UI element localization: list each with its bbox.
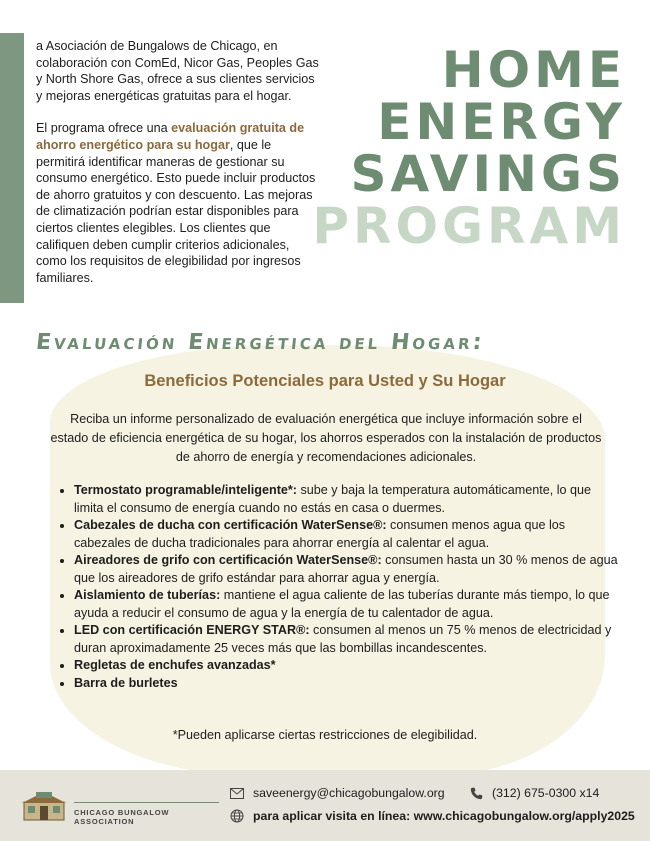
program-title [312,41,626,255]
benefit-name: Regletas de enchufes avanzadas* [74,658,276,672]
phone-text: (312) 675-0300 x14 [492,786,600,800]
footer [0,770,650,841]
benefits-list [56,482,619,692]
org-name: CHICAGO BUNGALOW ASSOCIATION [74,802,219,826]
list-item [74,517,619,552]
list-item [74,675,619,693]
benefit-name: LED con certificación ENERGY STAR®: [74,623,310,637]
eligibility-note: *Pueden aplicarse ciertas restricciones de elegibilidad. [172,728,478,742]
side-accent-bar [0,33,24,303]
website-text: para aplicar visita en línea: www.chicagobungalow.org/apply2025 [253,809,635,823]
intro-paragraph-2 [36,120,321,286]
benefit-description: consumen hasta un 30 % menos de agua que los aireadores de grifo estándar para ahorrar agua y energía. [74,553,618,585]
benefit-description: sube y baja la temperatura automáticamente, lo que limita el consumo de energía cuando no estás en casa o duermes. [74,483,592,515]
email-text: saveenergy@chicagobungalow.org [253,786,445,800]
email-contact[interactable] [230,786,445,800]
phone-icon [470,787,483,800]
benefit-description: consumen al menos un 75 % menos de electricidad y duran aproximadamente 25 veces más que las bombillas incandescentes. [74,623,612,655]
title-line-program: PROGRAM [312,197,626,255]
list-item [74,657,619,675]
intro-text [36,38,321,302]
title-line-savings: SAVINGS [350,145,626,203]
envelope-icon [230,788,244,799]
benefit-name: Cabezales de ducha con certificación WaterSense®: [74,518,387,532]
phone-contact[interactable] [470,786,599,800]
section-heading: Evaluación Energética del Hogar: [34,330,486,355]
benefit-description: mantiene el agua caliente de las tuberías durante más tiempo, lo que ayuda a reducir el consumo de agua y la energía de tu calentador de agua. [74,588,610,620]
title-line-home: HOME [441,41,626,99]
intro-paragraph-1: a Asociación de Bungalows de Chicago, en colaboración con ComEd, Nicor Gas, Peoples Gas y North Shore Gas, ofrece a sus clientes servicios y mejoras energéticas gratuitas para el hogar. [36,39,319,103]
globe-icon [230,809,244,823]
bungalow-house-icon [22,790,66,822]
list-item [74,482,619,517]
benefits-subheading: Beneficios Potenciales para Usted y Su Hogar [144,372,506,390]
title-line-energy: ENERGY [377,93,626,151]
benefit-name: Termostato programable/inteligente*: [74,483,297,497]
benefits-lead-text: Reciba un informe personalizado de evaluación energética que incluye información sobre el estado de eficiencia energética de su hogar, los ahorros esperados con la instalación de productos de ahorro de energía y recomendaciones adicionales. [50,412,602,464]
benefit-name: Aireadores de grifo con certificación WaterSense®: [74,553,382,567]
benefit-name: Barra de burletes [74,675,178,690]
benefit-description: consumen menos agua que los cabezales de ducha tradicionales para ahorrar energía al calentar el agua. [74,518,566,550]
list-item [74,587,619,622]
website-link[interactable] [230,809,635,823]
list-item [74,622,619,657]
intro-p2-prefix: El programa ofrece una [36,121,172,136]
benefit-name: Aislamiento de tuberías: [74,588,221,602]
intro-p2-highlight: evaluación gratuita de ahorro energético para su hogar [36,121,305,152]
list-item [74,552,619,587]
intro-p2-suffix: , que le permitirá identificar maneras de gestionar su consumo energético. Esto puede incluir productos de ahorro gratuitos y con descuento. Las mejoras de climatización podrían estar disponibles para ciertos clientes elegibles. Los clientes que califiquen deben cumplir criterios adicionales, como los requisitos de elegibilidad por ingresos familiares. [36,137,316,285]
